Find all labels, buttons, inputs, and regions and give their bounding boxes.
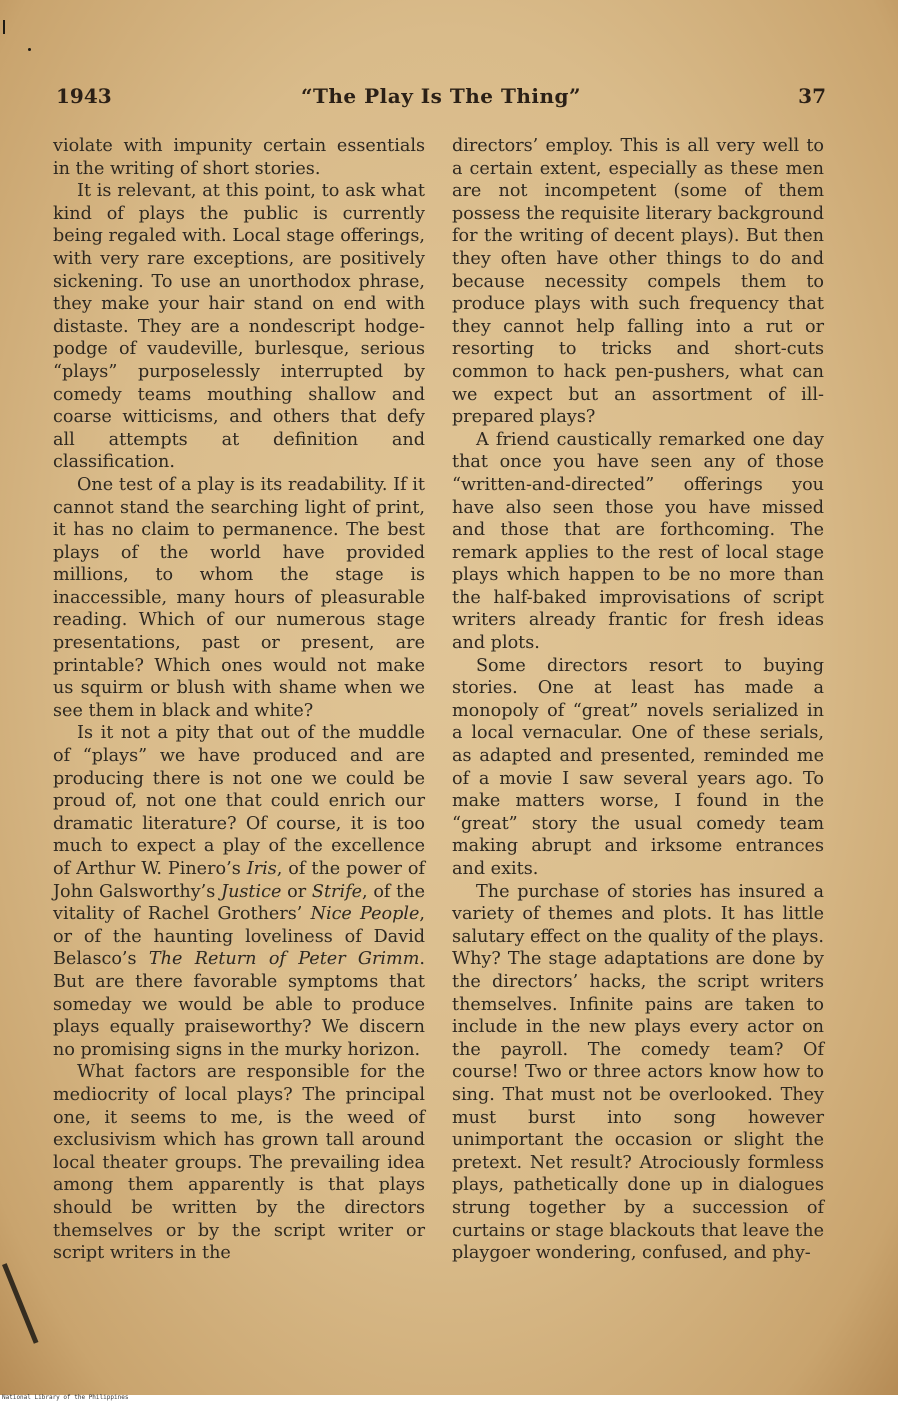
paragraph: It is relevant, at this point, to ask what kind of plays the public is currently being regaled with. Local stage offerings, with very rare exceptions, are positively sickening. To use an unorthodox phrase, they make your hair stand on end with distaste. They are a nondescript hodge-podge of vaudeville, burlesque, serious “plays” purposelessly interrupted by comedy teams mouthing shallow and coarse witticisms, and others that defy all attempts at definition and classification. — [53, 181, 425, 473]
page-number: 37 — [798, 84, 826, 108]
library-credit: National Library of the Philippines — [2, 1394, 129, 1401]
text-run: , or of the haunting loveliness of David Belasco’s — [53, 904, 425, 970]
scan-speck — [2, 1263, 38, 1344]
paragraph: One test of a play is its readability. If it cannot stand the searching light of print, it has no claim to permanence. The best plays of the world have provided millions, to whom the stage is inaccessible, many hours of pleasurable reading. Which of our numerous stage presentations, past or present, are printable? Which ones would not make us squirm or blush with shame when we see them in black and white? — [53, 474, 425, 721]
text-run: . But are there favorable symptoms that someday we would be able to produce plays equally praiseworthy? We discern no promising signs in the murky horizon. — [53, 949, 425, 1060]
paragraph: What factors are responsible for the mediocrity of local plays? The principal one, it seems to me, is the weed of exclusivism which has grown tall around local theater groups. The prevailing idea among them apparently is that plays should be written by the directors themselves or by the script writer or script writers in the — [53, 1062, 425, 1264]
paragraph: directors’ employ. This is all very well to a certain extent, especially as these men are not incompetent (some of them possess the requisite literary background for the writing of decent plays). But then they often have other things to do and because necessity compels them to produce plays with such frequency that they cannot help falling into a rut or resorting to tricks and short-cuts common to hack pen-pushers, what can we expect but an assortment of ill-prepared plays? — [452, 136, 824, 428]
footer-bar — [0, 1395, 898, 1403]
paragraph: violate with impunity certain essentials in the writing of short stories. — [53, 136, 425, 179]
scan-speck — [28, 48, 31, 51]
play-title: Nice People — [310, 904, 420, 925]
running-title: “The Play Is The Thing” — [301, 84, 582, 108]
header-year: 1943 — [56, 84, 112, 108]
paragraph: A friend caustically remarked one day that once you have seen any of those “written-and-directed” offerings you have also seen those you have missed and those that are forthcoming. The remark applies to the rest of local stage plays which happen to be no more than the half-baked improvisations of script writers already frantic for fresh ideas and plots. — [452, 429, 824, 654]
text-run: , of the vitality of Rachel Grothers’ — [53, 881, 425, 925]
paragraph: Some directors resort to buying stories. One at least has made a monopoly of “great” novels serialized in a local vernacular. One of these serials, as adapted and presented, reminded me of a movie I saw several years ago. To make matters worse, I found in the “great” story the usual comedy team making abrupt and irksome entrances and exits. — [452, 655, 824, 879]
paragraph: The purchase of stories has insured a variety of themes and plots. It has little salutary effect on the quality of the plays. Why? The stage adaptations are done by the directors’ hacks, the script writers themselves. Infinite pains are taken to include in the new plays every actor on the payroll. The comedy team? Of course! Two or three actors know how to sing. That must not be overlooked. They must burst into song however unimportant the occasion or slight the pretext. Net result? Atrociously formless plays, pathetically done up in dialogues strung together by a succession of curtains or stage blackouts that leave the playgoer wondering, confused, and phy- — [452, 881, 824, 1264]
play-title: Justice — [221, 881, 282, 902]
paragraph — [53, 722, 425, 1061]
text-run: , of the power of John Galsworthy’s — [53, 859, 425, 902]
text-run: Is it not a pity that out of the muddle of “plays” we have produced and are producing there is not one we could be proud of, not one that could enrich our dramatic literature? Of course, it is too much to expect a play of the excellence of Arthur W. Pinero’s — [53, 723, 425, 879]
left-column — [53, 135, 425, 1265]
play-title: Iris — [246, 859, 277, 879]
play-title: Strife — [311, 881, 362, 902]
text-run: or — [281, 881, 312, 902]
play-title: The Return of Peter Grimm — [148, 949, 420, 970]
running-header — [56, 84, 826, 114]
right-column — [452, 135, 824, 1265]
scan-speck — [3, 20, 5, 34]
